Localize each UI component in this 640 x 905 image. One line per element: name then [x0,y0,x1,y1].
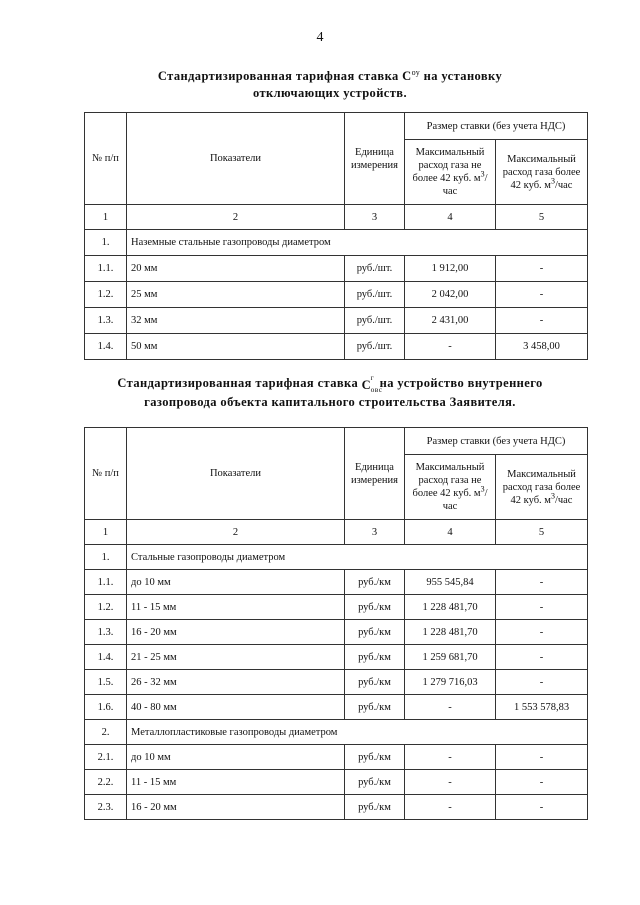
row-value-col4: 1 912,00 [405,256,496,282]
col-number: 3 [345,205,405,230]
table1 [84,112,588,360]
header-indicators: Показатели [127,113,345,205]
table-row [85,695,588,720]
col-number: 2 [127,520,345,545]
col-number: 3 [345,520,405,545]
row-value-col4: 1 228 481,70 [405,595,496,620]
table-row [85,282,588,308]
col-number: 4 [405,205,496,230]
col-number: 5 [496,205,588,230]
row-value-col4: 2 431,00 [405,308,496,334]
header-indicators: Показатели [127,428,345,520]
table2-title [40,374,620,411]
table2-title-line2: газопровода объекта капитального строительства Заявителя. [144,395,516,409]
row-value-col4: 1 279 716,03 [405,670,496,695]
col-number: 5 [496,520,588,545]
row-label: 25 мм [127,282,345,308]
header-col5: Максимальный расход газа более 42 куб. $м^3$/час [496,140,588,205]
row-value-col5: - [496,595,588,620]
row-value-col5: - [496,570,588,595]
row-num: 1.5. [85,670,127,695]
row-value-col4: - [405,334,496,360]
row-num: 2.2. [85,770,127,795]
row-value-col4: - [405,695,496,720]
row-unit: руб./шт. [345,334,405,360]
row-num: 1.3. [85,620,127,645]
table-row [85,670,588,695]
row-value-col4: 955 545,84 [405,570,496,595]
table1-title-line1: Стандартизированная тарифная ставка $С^{оу}$ на установку [157,68,503,84]
row-value-col5: - [496,256,588,282]
row-unit: руб./км [345,770,405,795]
table1-title-superscript: оу [411,68,421,77]
header-rate-group: Размер ставки (без учета НДС) [405,113,588,140]
table2-title-line1: Стандартизированная тарифная ставка С г овс на устройство внутреннего [117,373,543,394]
row-label: до 10 мм [127,570,345,595]
table-row [85,745,588,770]
table2 [84,427,588,820]
row-unit: руб./шт. [345,282,405,308]
row-num: 1.3. [85,308,127,334]
row-num: 1.6. [85,695,127,720]
section-label: Наземные стальные газопроводы диаметром [127,230,588,256]
row-num: 1.2. [85,282,127,308]
row-label: 50 мм [127,334,345,360]
row-label: до 10 мм [127,745,345,770]
col-number: 4 [405,520,496,545]
row-unit: руб./км [345,595,405,620]
section-num: 2. [85,720,127,745]
row-unit: руб./км [345,670,405,695]
table1-title [60,64,600,102]
row-label: 40 - 80 мм [127,695,345,720]
row-label: 26 - 32 мм [127,670,345,695]
row-value-col5: 1 553 578,83 [496,695,588,720]
section-num: 1. [85,545,127,570]
row-label: 21 - 25 мм [127,645,345,670]
table-row [85,645,588,670]
row-num: 1.1. [85,570,127,595]
header-col4: Максимальный расход газа не более 42 куб. $м^3$/час [405,140,496,205]
table-row [85,334,588,360]
section-row [85,720,588,745]
row-value-col5: - [496,770,588,795]
table-row [85,795,588,820]
section-label: Металлопластиковые газопроводы диаметром [127,720,588,745]
table2-title-symbol: С г овс [361,373,383,394]
table-row [85,620,588,645]
page-number: 4 [316,30,324,45]
row-num: 2.1. [85,745,127,770]
row-label: 11 - 15 мм [127,595,345,620]
row-label: 16 - 20 мм [127,620,345,645]
row-label: 20 мм [127,256,345,282]
header-num: № п/п [85,428,127,520]
header-col5: Максимальный расход газа более 42 куб. $м^3$/час [496,455,588,520]
row-value-col5: - [496,645,588,670]
header-unit: Единица измерения [345,428,405,520]
row-num: 2.3. [85,795,127,820]
header-col4: Максимальный расход газа не более 42 куб. $м^3$/час [405,455,496,520]
row-value-col5: - [496,308,588,334]
row-value-col4: - [405,795,496,820]
row-num: 1.2. [85,595,127,620]
row-unit: руб./шт. [345,308,405,334]
header-unit: Единица измерения [345,113,405,205]
row-value-col5: 3 458,00 [496,334,588,360]
row-value-col5: - [496,282,588,308]
row-value-col4: - [405,745,496,770]
row-unit: руб./км [345,570,405,595]
row-value-col5: - [496,670,588,695]
column-numbers-row [85,520,588,545]
row-value-col4: 1 259 681,70 [405,645,496,670]
table-row [85,770,588,795]
row-unit: руб./км [345,795,405,820]
row-value-col4: 2 042,00 [405,282,496,308]
row-unit: руб./шт. [345,256,405,282]
col-number: 1 [85,520,127,545]
section-num: 1. [85,230,127,256]
row-unit: руб./км [345,695,405,720]
table-row [85,308,588,334]
table1-title-line2: отключающих устройств. [253,86,407,101]
table-row [85,595,588,620]
row-label: 16 - 20 мм [127,795,345,820]
col-number: 2 [127,205,345,230]
row-num: 1.1. [85,256,127,282]
row-value-col5: - [496,745,588,770]
row-value-col5: - [496,795,588,820]
table-row [85,570,588,595]
row-value-col4: - [405,770,496,795]
column-numbers-row [85,205,588,230]
row-unit: руб./км [345,645,405,670]
row-unit: руб./км [345,745,405,770]
row-unit: руб./км [345,620,405,645]
section-row [85,545,588,570]
table-row [85,256,588,282]
row-num: 1.4. [85,645,127,670]
header-num: № п/п [85,113,127,205]
row-label: 11 - 15 мм [127,770,345,795]
row-value-col5: - [496,620,588,645]
header-rate-group: Размер ставки (без учета НДС) [405,428,588,455]
row-label: 32 мм [127,308,345,334]
section-row [85,230,588,256]
section-label: Стальные газопроводы диаметром [127,545,588,570]
row-value-col4: 1 228 481,70 [405,620,496,645]
col-number: 1 [85,205,127,230]
row-num: 1.4. [85,334,127,360]
